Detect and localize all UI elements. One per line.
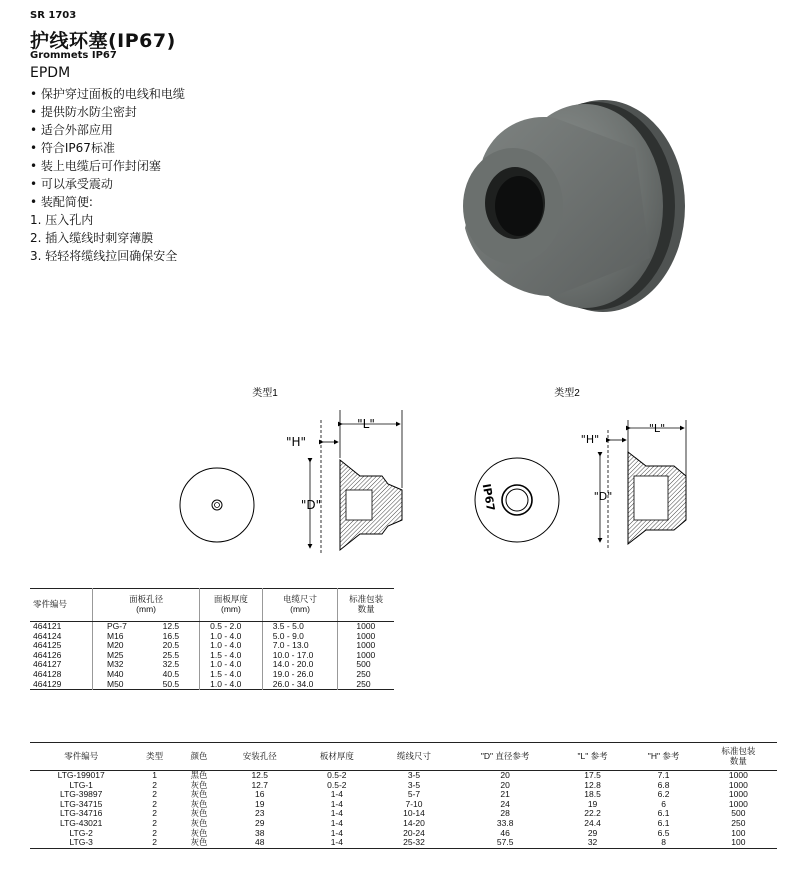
assembly-steps xyxy=(30,211,185,265)
cell-l-ref: 19 xyxy=(587,798,598,809)
cell-color: 灰色 xyxy=(190,827,208,838)
type1-label: 类型1 xyxy=(252,388,278,399)
cell-part-no: 464121 xyxy=(33,621,62,631)
grommet-photo xyxy=(435,88,695,318)
cell-l-ref: 22.2 xyxy=(584,808,601,819)
english-subtitle: Grommets IP67 xyxy=(30,50,117,61)
cell-type: 2 xyxy=(152,817,157,828)
cell-cable-size: 3-5 xyxy=(407,779,421,790)
col-panel-hole: 面板孔径 (mm) xyxy=(93,589,200,622)
cell-h-ref: 6.5 xyxy=(657,827,670,838)
cell-mount-hole: 23 xyxy=(254,808,265,819)
type1-h-label: "H" xyxy=(285,435,307,449)
cell-color: 灰色 xyxy=(190,779,208,790)
cell-mount-hole: 12.5 xyxy=(251,770,268,780)
cell-cable-size: 3.5 - 5.0 xyxy=(262,622,338,632)
cell-l-ref: 32 xyxy=(587,837,598,848)
table-row xyxy=(30,680,394,690)
cell-cable-size: 14-20 xyxy=(403,817,425,828)
cell-part-no: 464128 xyxy=(33,668,62,679)
cell-std-pack: 1000 xyxy=(338,651,394,661)
col-part-no: 零件编号 xyxy=(30,589,93,622)
cell-type: 2 xyxy=(152,837,157,848)
cell-cable-size: 3-5 xyxy=(407,770,421,780)
cell-std-pack: 1000 xyxy=(338,641,394,651)
dimension-diagrams xyxy=(150,380,710,580)
type1-front-circle xyxy=(180,468,254,542)
cell-d-ref: 20 xyxy=(500,779,510,790)
cell-cable-size: 25-32 xyxy=(403,837,425,848)
feature-item: • 装上电缆后可作封闭塞 xyxy=(30,159,161,173)
cell-mount-hole: 29 xyxy=(254,817,265,828)
cell-hole-size: 50.5 xyxy=(162,678,180,689)
cell-d-ref: 57.5 xyxy=(496,837,514,848)
cell-type: 1 xyxy=(152,770,157,780)
cell-color: 灰色 xyxy=(190,817,208,828)
cell-std-pack: 1000 xyxy=(728,789,748,800)
cell-cable-size: 26.0 - 34.0 xyxy=(262,680,338,690)
type2-label: 类型2 xyxy=(554,388,580,399)
cell-type: 2 xyxy=(152,789,157,800)
cell-l-ref: 12.8 xyxy=(584,779,601,790)
cell-thread: M25 xyxy=(93,651,145,661)
cell-std-pack: 1000 xyxy=(338,632,394,642)
type2-ip67-mark: IP67 xyxy=(479,482,498,513)
cell-l-ref: 17.5 xyxy=(584,770,601,780)
col-mount-hole: 安装孔径 xyxy=(221,743,298,771)
cell-std-pack: 500 xyxy=(338,660,394,670)
cell-h-ref: 6 xyxy=(661,798,666,809)
cell-thread: M16 xyxy=(93,632,145,642)
col-cable-size: 电缆尺寸 (mm) xyxy=(262,589,338,622)
feature-item: • 符合IP67标准 xyxy=(30,141,115,155)
cell-panel-thickness: 1.0 - 4.0 xyxy=(200,641,263,651)
cell-part-no: 464129 xyxy=(33,678,62,689)
cell-cable-size: 7-10 xyxy=(405,798,423,809)
col-l-ref: "L" 参考 xyxy=(558,743,628,771)
type1-d-label: "D" xyxy=(300,498,322,512)
cell-panel-thickness: 0.5-2 xyxy=(327,779,347,790)
cell-panel-thickness: 1-4 xyxy=(330,837,343,848)
cell-part-no: LTG-34715 xyxy=(60,798,103,809)
cell-std-pack: 1000 xyxy=(728,798,748,809)
col-cable-size: 缆线尺寸 xyxy=(375,743,452,771)
feature-item: • 适合外部应用 xyxy=(30,123,113,137)
cell-thread: M32 xyxy=(93,660,145,670)
cell-type: 2 xyxy=(152,779,157,790)
cell-cable-size: 19.0 - 26.0 xyxy=(262,670,338,680)
type2-bore xyxy=(634,476,668,520)
type2-h-label: "H" xyxy=(580,433,600,446)
col-std-pack: 标准包装 数量 xyxy=(338,589,394,622)
cell-mount-hole: 48 xyxy=(254,837,265,848)
cell-h-ref: 6.1 xyxy=(657,808,670,819)
cell-l-ref: 24.4 xyxy=(584,817,601,828)
type2-d-label: "D" xyxy=(593,490,613,503)
cell-d-ref: 33.8 xyxy=(496,817,514,828)
cell-panel-thickness: 1.5 - 4.0 xyxy=(200,651,263,661)
type1-bore xyxy=(346,490,372,520)
cell-panel-thickness: 0.5-2 xyxy=(327,770,347,780)
cell-panel-thickness: 1-4 xyxy=(330,817,343,828)
cell-h-ref: 8 xyxy=(661,837,666,848)
cell-color: 黑色 xyxy=(190,770,208,780)
cell-hole-size: 12.5 xyxy=(162,621,180,631)
cell-cable-size: 10-14 xyxy=(403,808,425,819)
col-d-ref: "D" 直径参考 xyxy=(453,743,558,771)
cell-panel-thickness: 1.0 - 4.0 xyxy=(200,680,263,690)
cell-panel-thickness: 1.5 - 4.0 xyxy=(200,670,263,680)
cell-type: 2 xyxy=(152,827,157,838)
feature-item: • 保护穿过面板的电线和电缆 xyxy=(30,87,185,101)
cell-part-no: 464124 xyxy=(33,630,62,641)
cell-color: 灰色 xyxy=(190,789,208,800)
cell-mount-hole: 19 xyxy=(254,798,265,809)
cell-std-pack: 250 xyxy=(731,817,746,828)
cell-color: 灰色 xyxy=(190,808,208,819)
cell-h-ref: 7.1 xyxy=(657,770,670,780)
type1-hole-inner xyxy=(215,503,220,508)
feature-list xyxy=(30,85,185,265)
cell-std-pack: 1000 xyxy=(728,770,748,780)
type2-l-label: "L" xyxy=(648,422,666,435)
cell-mount-hole: 12.7 xyxy=(251,779,268,790)
cell-panel-thickness: 1-4 xyxy=(330,808,343,819)
cell-std-pack: 100 xyxy=(731,837,746,848)
col-std-pack: 标准包装 数量 xyxy=(700,743,777,771)
feature-item: • 装配简便: xyxy=(30,195,93,209)
page-title: 护线环塞(IP67) xyxy=(30,30,176,52)
cell-d-ref: 28 xyxy=(500,808,510,819)
cell-cable-size: 7.0 - 13.0 xyxy=(262,641,338,651)
cell-l-ref: 29 xyxy=(587,827,598,838)
cell-std-pack: 1000 xyxy=(338,622,394,632)
cell-hole-size: 25.5 xyxy=(162,649,180,660)
type2-hole-inner xyxy=(506,489,528,511)
spec-table-ltg xyxy=(30,742,777,849)
cell-panel-thickness: 1-4 xyxy=(330,827,343,838)
hole-inner xyxy=(495,176,543,236)
cell-thread: M50 xyxy=(93,680,145,690)
cell-cable-size: 10.0 - 17.0 xyxy=(262,651,338,661)
cell-panel-thickness: 1.0 - 4.0 xyxy=(200,632,263,642)
feature-item: • 提供防水防尘密封 xyxy=(30,105,137,119)
col-part-no: 零件编号 xyxy=(30,743,132,771)
cell-part-no: 464126 xyxy=(33,649,62,660)
cell-panel-thickness: 1.0 - 4.0 xyxy=(200,660,263,670)
col-h-ref: "H" 参考 xyxy=(627,743,699,771)
cell-std-pack: 250 xyxy=(338,670,394,680)
cell-type: 2 xyxy=(152,808,157,819)
cell-h-ref: 6.2 xyxy=(657,789,670,800)
cell-color: 灰色 xyxy=(190,798,208,809)
table-header-row xyxy=(30,743,777,771)
cell-h-ref: 6.1 xyxy=(657,817,670,828)
cell-d-ref: 46 xyxy=(500,827,510,838)
cell-part-no: 464127 xyxy=(33,659,62,670)
cell-mount-hole: 16 xyxy=(254,789,265,800)
cell-std-pack: 100 xyxy=(731,827,746,838)
type1-hole-outer xyxy=(212,500,222,510)
cell-color: 灰色 xyxy=(190,837,208,848)
col-panel-thickness: 面板厚度 (mm) xyxy=(200,589,263,622)
cell-part-no: LTG-39897 xyxy=(60,789,103,800)
cell-part-no: LTG-2 xyxy=(69,827,93,838)
step-item: 2. 插入缆线时刺穿薄膜 xyxy=(30,231,154,245)
cell-thread: PG-7 xyxy=(93,622,145,632)
col-type: 类型 xyxy=(132,743,176,771)
cell-l-ref: 18.5 xyxy=(584,789,601,800)
cell-panel-thickness: 1-4 xyxy=(330,798,343,809)
col-color: 颜色 xyxy=(177,743,221,771)
cell-cable-size: 5.0 - 9.0 xyxy=(262,632,338,642)
table-row xyxy=(30,838,777,848)
cell-d-ref: 21 xyxy=(500,789,510,800)
table-header-row xyxy=(30,589,394,622)
cell-part-no: LTG-199017 xyxy=(57,770,105,780)
cell-hole-size: 20.5 xyxy=(162,640,180,651)
spec-table-464 xyxy=(30,588,394,690)
cell-d-ref: 24 xyxy=(500,798,510,809)
cell-std-pack: 1000 xyxy=(728,779,748,790)
cell-hole-size: 32.5 xyxy=(162,659,180,670)
cell-panel-thickness: 0.5 - 2.0 xyxy=(200,622,263,632)
cell-std-pack: 500 xyxy=(731,808,746,819)
type1-l-label: "L" xyxy=(357,417,375,431)
cell-hole-size: 16.5 xyxy=(162,630,180,641)
cell-hole-size: 40.5 xyxy=(162,668,180,679)
cell-part-no: LTG-43021 xyxy=(60,817,103,828)
step-item: 1. 压入孔内 xyxy=(30,213,94,227)
cell-cable-size: 14.0 - 20.0 xyxy=(262,660,338,670)
cell-type: 2 xyxy=(152,798,157,809)
cell-panel-thickness: 1-4 xyxy=(330,789,343,800)
cell-part-no: 464125 xyxy=(33,640,62,651)
feature-item: • 可以承受震动 xyxy=(30,177,113,191)
product-code: SR 1703 xyxy=(30,10,77,21)
col-panel-thickness: 板材厚度 xyxy=(298,743,375,771)
cell-cable-size: 5-7 xyxy=(407,789,421,800)
cell-d-ref: 20 xyxy=(500,770,510,780)
cell-part-no: LTG-3 xyxy=(69,837,93,848)
cell-h-ref: 6.8 xyxy=(657,779,670,790)
cell-part-no: LTG-34716 xyxy=(60,808,103,819)
material-label: EPDM xyxy=(30,65,71,81)
cell-thread: M20 xyxy=(93,641,145,651)
cell-mount-hole: 38 xyxy=(254,827,265,838)
cell-cable-size: 20-24 xyxy=(403,827,425,838)
cell-std-pack: 250 xyxy=(338,680,394,690)
cell-part-no: LTG-1 xyxy=(69,779,93,790)
cell-thread: M40 xyxy=(93,670,145,680)
step-item: 3. 轻轻将缆线拉回确保安全 xyxy=(30,249,178,263)
